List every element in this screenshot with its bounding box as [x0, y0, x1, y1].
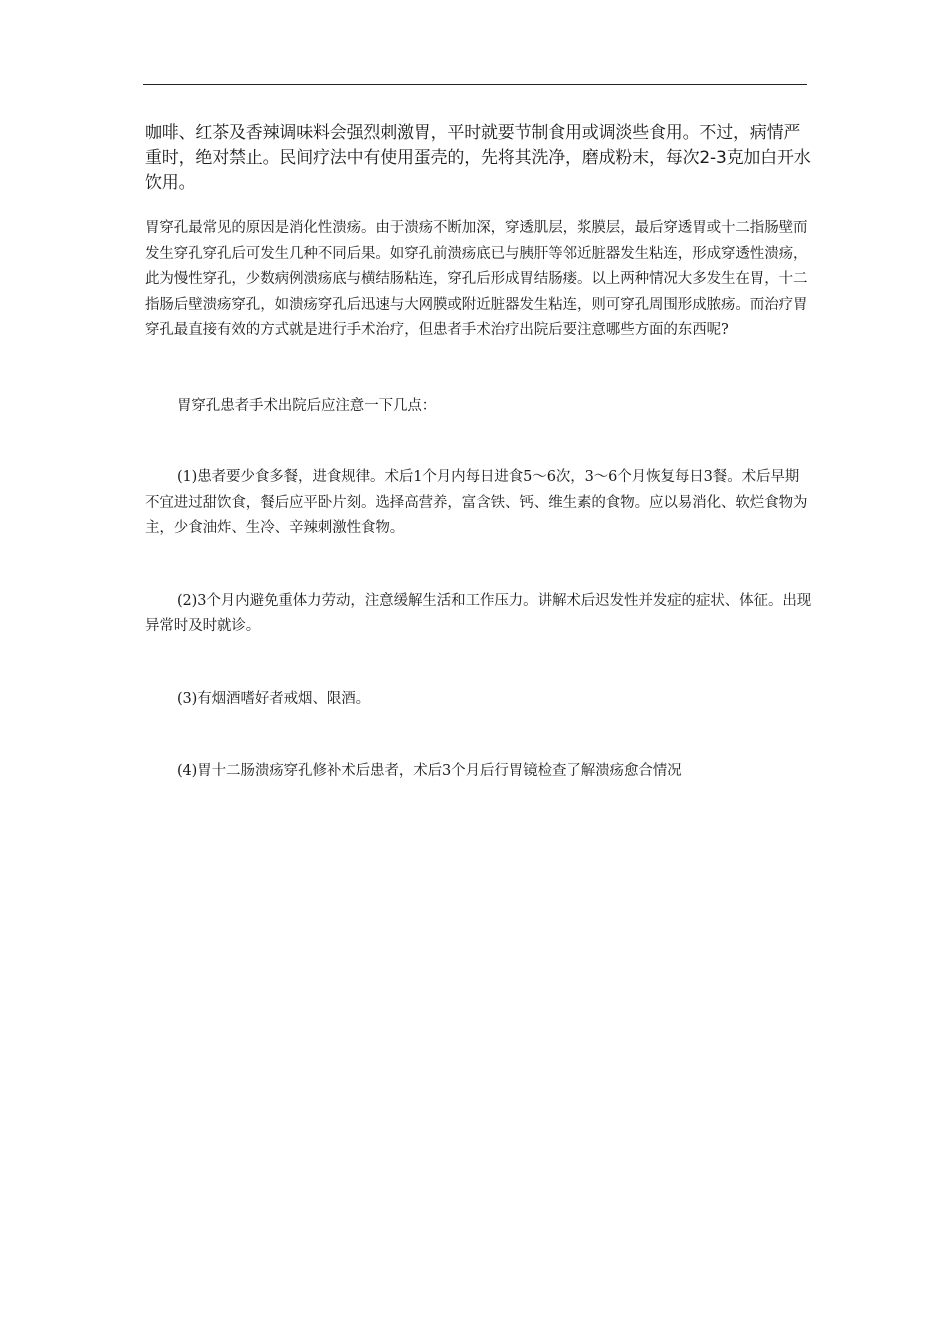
header-rule: [143, 84, 807, 85]
list-item: (1)患者要少食多餐，进食规律。术后1个月内每日进食5～6次，3～6个月恢复每日3餐。术后早期不宜进过甜饮食，餐后应平卧片刻。选择高营养，富含铁、钙、维生素的食物。应以易消化、软烂食物为主，少食油炸、生冷、辛辣刺激性食物。: [145, 469, 808, 536]
list-item: (3)有烟酒嗜好者戒烟、限酒。: [177, 690, 371, 707]
document-body: [145, 121, 813, 785]
intro-paragraph: 胃穿孔最常见的原因是消化性溃疡。由于溃疡不断加深，穿透肌层，浆膜层，最后穿透胃或十二指肠壁而发生穿孔穿孔后可发生几种不同后果。如穿孔前溃疡底已与胰肝等邻近脏器发生粘连，形成穿透性溃疡，此为慢性穿孔，少数病例溃疡底与横结肠粘连，穿孔后形成胃结肠瘘。以上两种情况大多发生在胃，十二指肠后壁溃疡穿孔，如溃疡穿孔后迅速与大网膜或附近脏器发生粘连，则可穿孔周围形成脓疡。而治疗胃穿孔最直接有效的方式就是进行手术治疗，但患者手术治疗出院后要注意哪些方面的东西呢?: [145, 220, 808, 338]
section-heading: 胃穿孔患者手术出院后应注意一下几点：: [177, 397, 437, 414]
list-item: (2)3个月内避免重体力劳动，注意缓解生活和工作压力。讲解术后迟发性并发症的症状、体征。出现异常时及时就诊。: [145, 592, 812, 634]
list-item: (4)胃十二肠溃疡穿孔修补术后患者，术后3个月后行胃镜检查了解溃疡愈合情况: [177, 763, 682, 779]
lead-paragraph: 咖啡、红茶及香辣调味料会强烈刺激胃，平时就要节制食用或调淡些食用。不过，病情严重时，绝对禁止。民间疗法中有使用蛋壳的，先将其洗净，磨成粉末，每次2-3克加白开水饮用。: [145, 123, 811, 193]
